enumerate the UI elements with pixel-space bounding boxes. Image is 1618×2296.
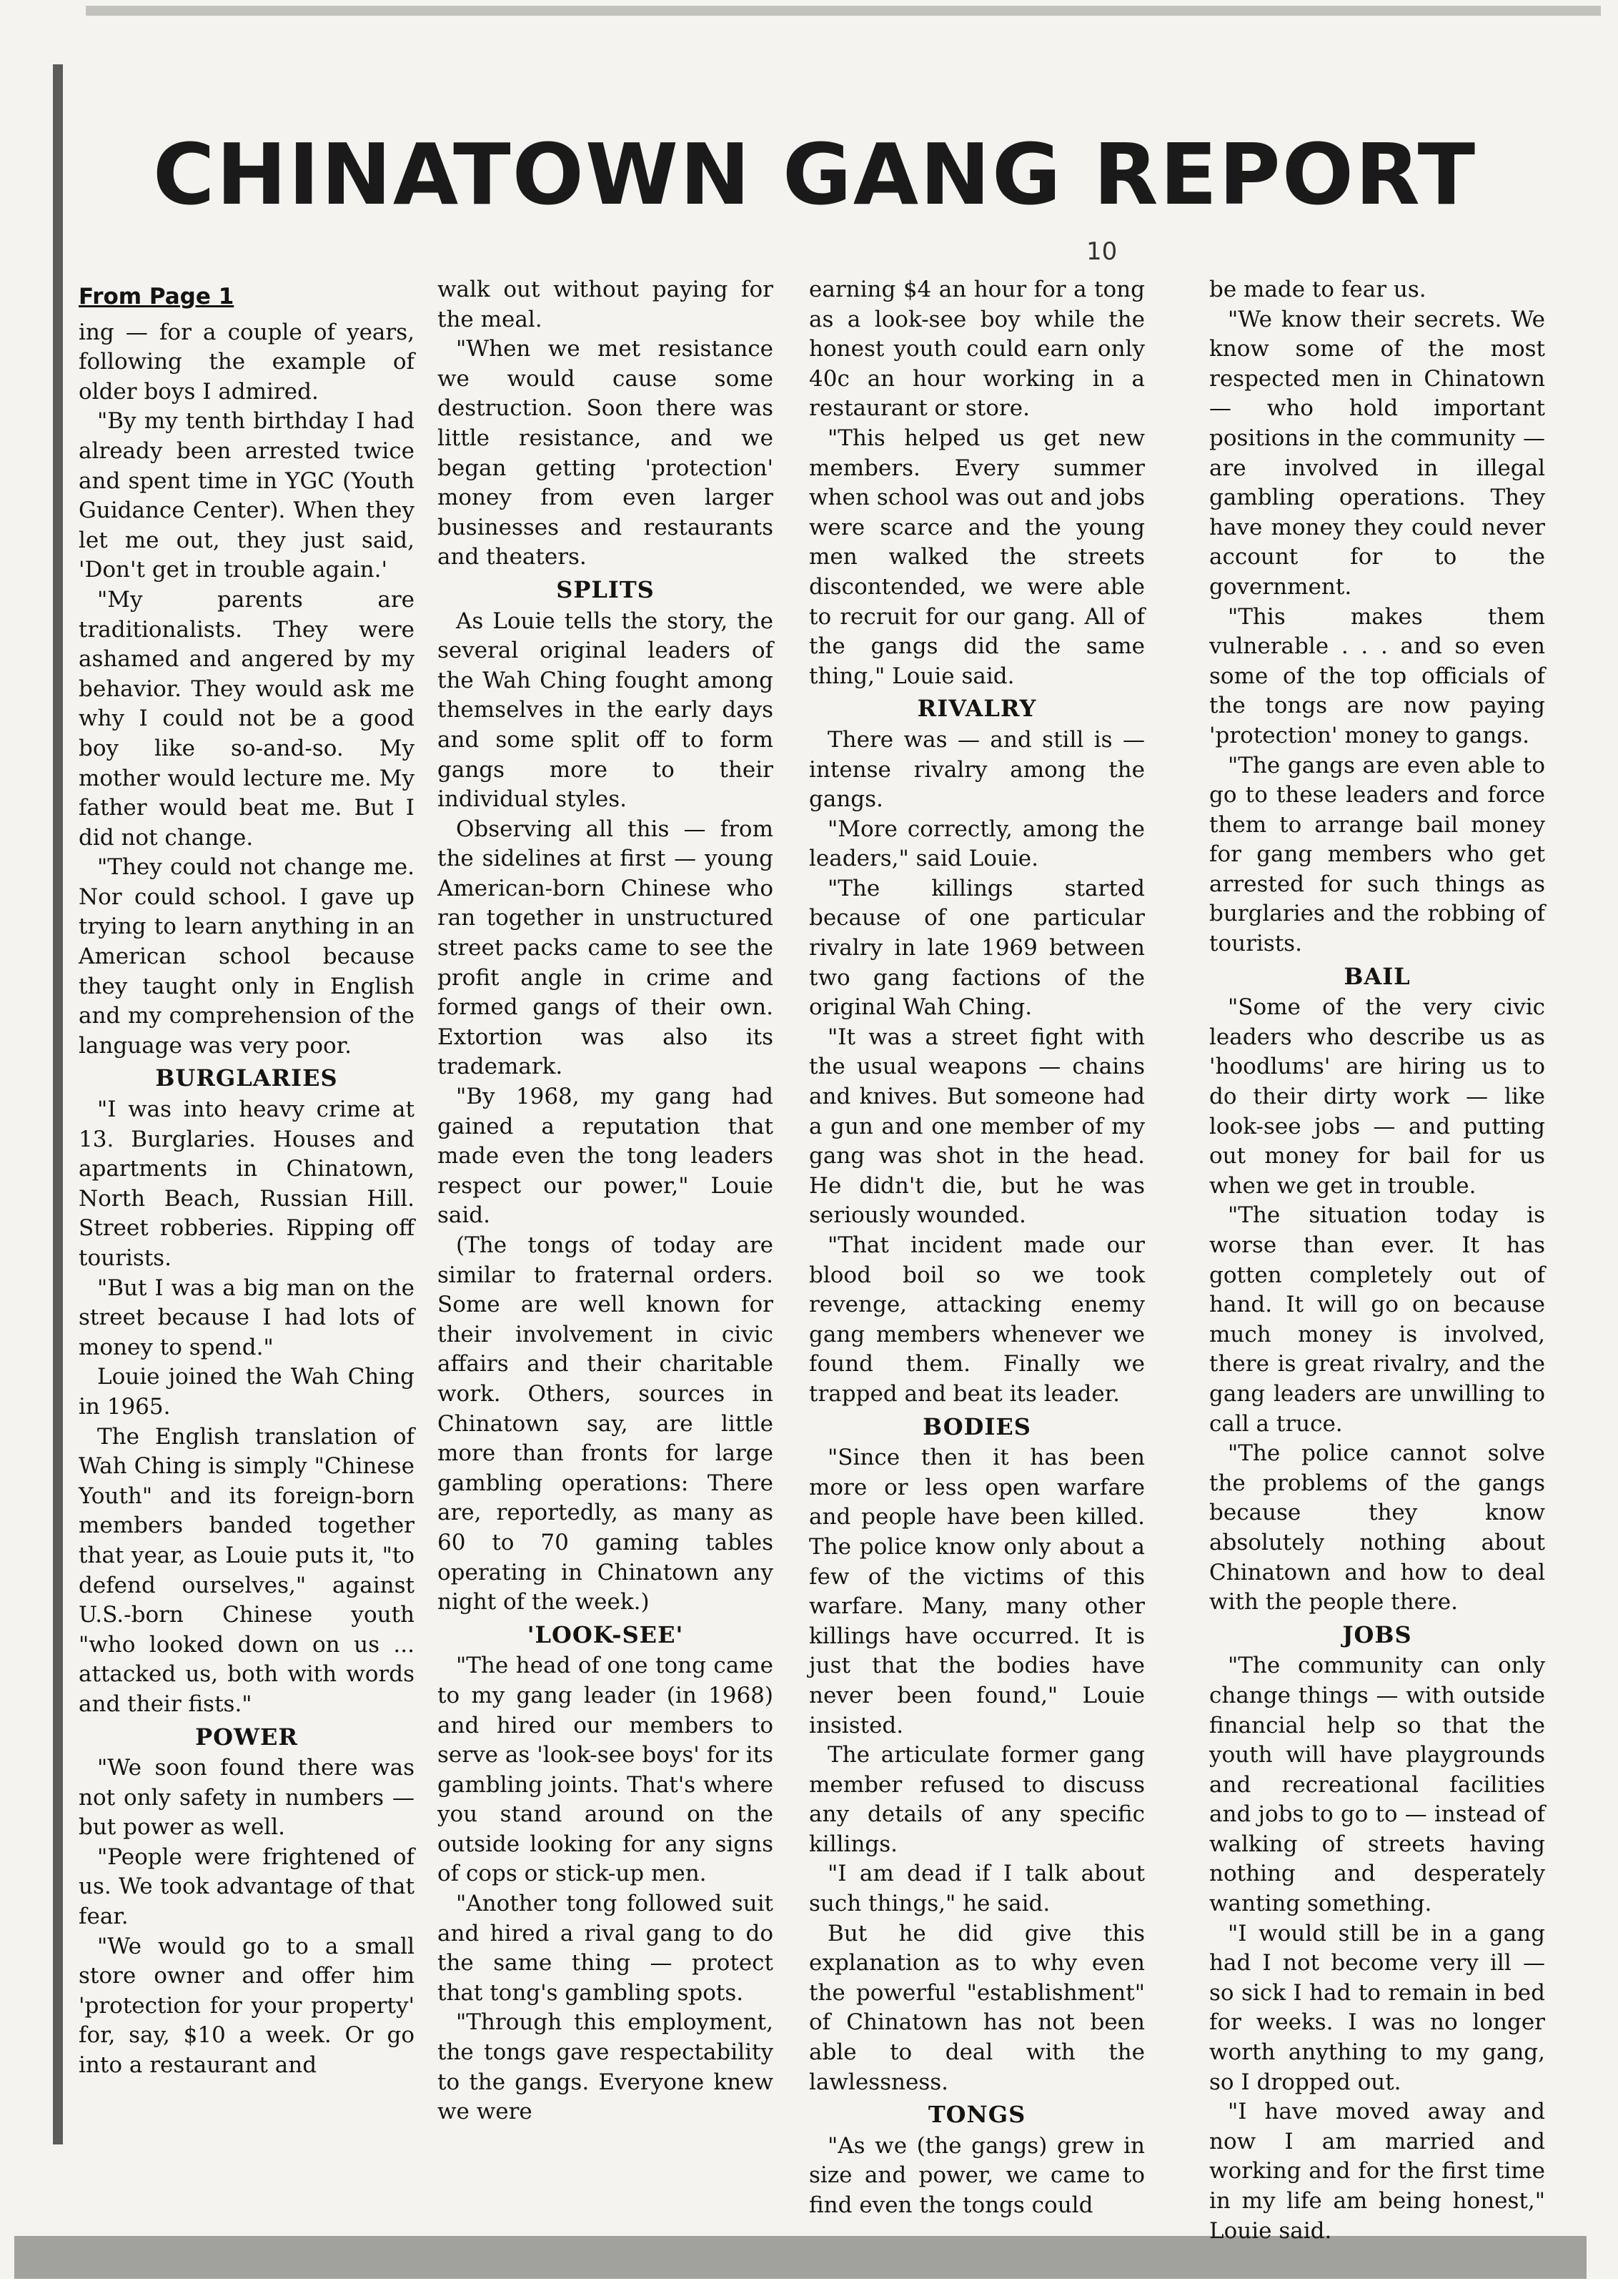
- scan-bottom-margin: [0, 2279, 1618, 2296]
- article-paragraph: "The situation today is worse than ever. It has gotten completely out of hand. It will go on because much money is involved, there is great rivalry, and the gang leaders are unwilling to call a truce.: [1209, 1202, 1545, 1437]
- article-paragraph: There was — and still is — intense rivalry among the gangs.: [809, 726, 1145, 813]
- article-paragraph: Louie joined the Wah Ching in 1965.: [79, 1364, 415, 1420]
- article-paragraph: "They could not change me. Nor could school. I gave up trying to learn anything in an American school because they taught only in English and my comprehension of the language was very poor.: [79, 854, 415, 1059]
- article-column-1: [79, 282, 415, 2081]
- page-number-mark: 10: [1086, 237, 1118, 266]
- article-paragraph: ing — for a couple of years, following the example of older boys I admired.: [79, 319, 415, 405]
- article-paragraph: "This helped us get new members. Every summer when school was out and jobs were scarce and the young men walked the streets discontended, we were able to recruit for our gang. All of the gangs did the same thing," Louie said.: [809, 425, 1145, 689]
- article-paragraph: "By 1968, my gang had gained a reputation that made even the tong leaders respect our power," Louie said.: [437, 1084, 773, 1229]
- article-paragraph: "I am dead if I talk about such things," he said.: [809, 1861, 1145, 1917]
- section-subhead: POWER: [195, 1723, 298, 1751]
- article-paragraph: "When we met resistance we would cause some destruction. Soon there was little resistance, and we began getting 'protection' money from even larger businesses and restaurants and theaters.: [437, 336, 773, 570]
- article-paragraph: "We know their secrets. We know some of the most respected men in Chinatown — who hold important positions in the community — are involved in illegal gambling operations. They have money they could never account for to the government.: [1209, 306, 1545, 600]
- article-column-2: [437, 275, 773, 2127]
- article-paragraph: The articulate former gang member refused to discuss any details of any specific killings.: [809, 1742, 1145, 1857]
- article-paragraph: "We would go to a small store owner and offer him 'protection for your property' for, say, $10 a week. Or go into a restaurant and: [79, 1933, 415, 2079]
- article-paragraph: "I was into heavy crime at 13. Burglaries. Houses and apartments in Chinatown, North Beach, Russian Hill. Street robberies. Ripping off tourists.: [79, 1097, 415, 1271]
- article-paragraph: (The tongs of today are similar to fraternal orders. Some are well known for their involvement in civic affairs and their charitable work. Others, sources in Chinatown say, are little more than fronts for large gambling operations: There are, reportedly, as many as 60 to 70 gaming tables operating in Chinatown any night of the week.): [437, 1232, 773, 1615]
- article-paragraph: Observing all this — from the sidelines at first — young American-born Chinese who ran together in unstructured street packs came to see the profit angle in crime and formed gangs of their own. Extortion was also its trademark.: [437, 816, 773, 1080]
- article-column-3: [809, 275, 1145, 2221]
- article-column-4: [1209, 275, 1545, 2246]
- scan-top-edge: [86, 6, 1601, 16]
- article-paragraph: "The head of one tong came to my gang leader (in 1968) and hired our members to serve as 'look-see boys' for its gambling joints. That's where you stand around on the outside looking for any signs of cops or stick-up men.: [437, 1653, 773, 1887]
- article-paragraph: "More correctly, among the leaders," said Louie.: [809, 816, 1145, 872]
- article-paragraph: earning $4 an hour for a tong as a look-see boy while the honest youth could earn only 40c an hour working in a restaurant or store.: [809, 277, 1145, 422]
- article-paragraph: walk out without paying for the meal.: [437, 277, 773, 332]
- article-paragraph: "That incident made our blood boil so we took revenge, attacking enemy gang members whenever we found them. Finally we trapped and beat its leader.: [809, 1232, 1145, 1407]
- article-paragraph: The English translation of Wah Ching is simply "Chinese Youth" and its foreign-born members banded together that year, as Louie puts it, "to defend ourselves," against U.S.-born Chinese youth "who looked down on us ... attacked us, both with words and their fists.": [79, 1423, 415, 1717]
- article-paragraph: "The community can only change things — with outside financial help so that the youth will have playgrounds and recreational facilities and jobs to go to — instead of walking of streets having nothing and desperately wanting something.: [1209, 1653, 1545, 1917]
- article-paragraph: "The gangs are even able to go to these leaders and force them to arrange bail money for gang members who get arrested for such things as burglaries and the robbing of tourists.: [1209, 752, 1545, 957]
- from-page-label: From Page 1: [79, 284, 234, 310]
- article-paragraph: be made to fear us.: [1209, 277, 1426, 302]
- article-paragraph: "Another tong followed suit and hired a rival gang to do the same thing — protect that tong's gambling spots.: [437, 1891, 773, 2006]
- headline: CHINATOWN GANG REPORT: [152, 125, 1477, 224]
- article-paragraph: "People were frightened of us. We took advantage of that fear.: [79, 1844, 415, 1930]
- article-paragraph: "But I was a big man on the street because I had lots of money to spend.": [79, 1275, 415, 1360]
- section-subhead: BAIL: [1344, 962, 1411, 990]
- section-subhead: 'LOOK-SEE': [527, 1620, 684, 1648]
- article-paragraph: "The police cannot solve the problems of the gangs because they know absolutely nothing about Chinatown and how to deal with the people there.: [1209, 1440, 1545, 1615]
- article-paragraph: "It was a street fight with the usual weapons — chains and knives. But someone had a gun and one member of my gang was shot in the head. He didn't die, but he was seriously wounded.: [809, 1024, 1145, 1229]
- article-paragraph: "As we (the gangs) grew in size and power, we came to find even the tongs could: [809, 2132, 1145, 2218]
- section-subhead: TONGS: [928, 2101, 1026, 2129]
- article-paragraph: "I would still be in a gang had I not become very ill — so sick I had to remain in bed for weeks. I was no longer worth anything to my gang, so I dropped out.: [1209, 1920, 1545, 2095]
- section-subhead: SPLITS: [556, 575, 655, 603]
- article-paragraph: "By my tenth birthday I had already been arrested twice and spent time in YGC (Youth Guidance Center). When they let me out, they just said, 'Don't get in trouble again.': [79, 408, 415, 583]
- scan-left-edge: [53, 64, 63, 2144]
- article-paragraph: "This makes them vulnerable . . . and so even some of the top officials of the tongs are now paying 'protection' money to gangs.: [1209, 603, 1545, 748]
- article-paragraph: "Some of the very civic leaders who describe us as 'hoodlums' are hiring us to do their dirty work — like look-see jobs — and putting out money for bail for us when we get in trouble.: [1209, 994, 1545, 1199]
- article-paragraph: As Louie tells the story, the several original leaders of the Wah Ching fought among themselves in the early days and some split off to form gangs more to their individual styles.: [437, 608, 773, 813]
- article-paragraph: "We soon found there was not only safety in numbers — but power as well.: [79, 1755, 415, 1841]
- article-paragraph: "Since then it has been more or less open warfare and people have been killed. The police know only about a few of the victims of this warfare. Many, many other killings have occurred. It is just that the bodies have never been found," Louie insisted.: [809, 1445, 1145, 1738]
- article-paragraph: But he did give this explanation as to why even the powerful "establishment" of Chinatown has not been able to deal with the lawlessness.: [809, 1920, 1145, 2095]
- section-subhead: RIVALRY: [917, 695, 1037, 723]
- article-paragraph: "The killings started because of one particular rivalry in late 1969 between two gang factions of the original Wah Ching.: [809, 875, 1145, 1021]
- section-subhead: BODIES: [923, 1412, 1031, 1440]
- section-subhead: BURGLARIES: [155, 1064, 338, 1092]
- section-subhead: JOBS: [1342, 1620, 1412, 1648]
- article-paragraph: "My parents are traditionalists. They were ashamed and angered by my behavior. They would ask me why I could not be a good boy like so-and-so. My mother would lecture me. My father would beat me. But I did not change.: [79, 586, 415, 851]
- article-paragraph: "I have moved away and now I am married and working and for the first time in my life am being honest," Louie said.: [1209, 2099, 1545, 2244]
- article-paragraph: "Through this employment, the tongs gave respectability to the gangs. Everyone knew we were: [437, 2009, 773, 2125]
